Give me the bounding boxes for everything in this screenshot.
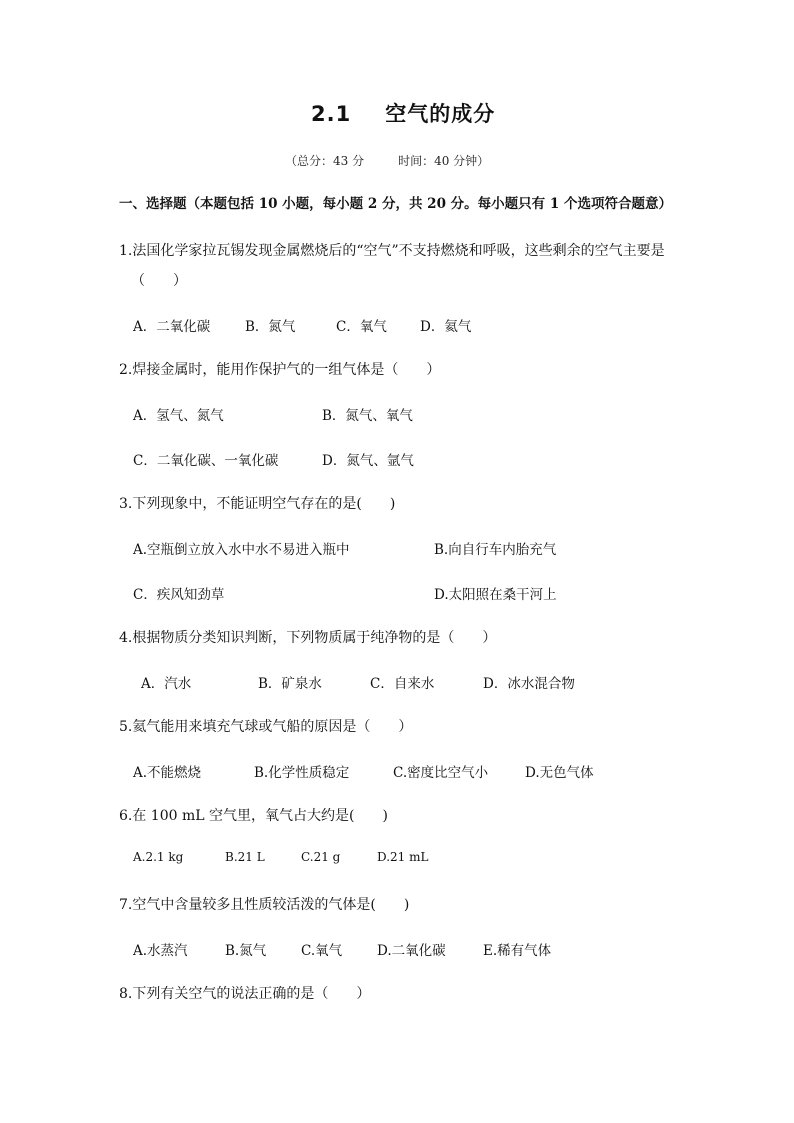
question-stem: 6.在 100 mL 空气里，氧气占大约是( ) [119,808,388,824]
time-limit: 时间：40 分钟） [398,154,490,168]
total-score: （总分：43 分 [285,154,365,168]
option: C.密度比空气小 [393,765,489,781]
question-stem: 1.法国化学家拉瓦锡发现金属燃烧后的“空气”不支持燃烧和呼吸，这些剩余的空气主要是 [119,243,665,259]
option: C．二氧化碳、一氧化碳 [133,453,279,469]
question-stem: 5.氦气能用来填充气球或气船的原因是（ ） [119,719,413,735]
option: D.二氧化碳 [377,943,446,959]
option: A.水蒸汽 [133,943,188,959]
option: C．疾风知劲草 [133,587,225,603]
option: A.空瓶倒立放入水中水不易进入瓶中 [133,542,350,558]
question-stem: 8.下列有关空气的说法正确的是（ ） [119,986,371,1002]
option: B.21 L [225,850,265,864]
option: C.21 g [301,850,341,864]
question-stem: 2.焊接金属时，能用作保护气的一组气体是（ ） [119,362,441,378]
option: A.2.1 kg [133,850,184,864]
option: D．氮气、氩气 [322,453,414,469]
option: A.不能燃烧 [133,765,202,781]
option: C．自来水 [370,676,435,692]
page-title [311,98,495,128]
option: B．氮气 [245,319,296,335]
option: D．氦气 [420,319,472,335]
option: B．氮气、氧气 [322,408,413,424]
option: D.太阳照在桑干河上 [434,587,557,603]
question-stem: 7.空气中含量较多且性质较活泼的气体是( ) [119,897,410,913]
option: D．冰水混合物 [483,676,575,692]
option: A．二氧化碳 [133,319,211,335]
option: A．汽水 [141,676,192,692]
title-text: 空气的成分 [385,102,496,126]
question-stem: 4.根据物质分类知识判断，下列物质属于纯净物的是（ ） [119,630,497,646]
option: B.化学性质稳定 [254,765,350,781]
option: D.21 mL [377,850,429,864]
question-stem-continued: （ ） [131,273,187,289]
section-number: 2.1 [311,102,352,126]
option: B.向自行车内胎充气 [434,542,557,558]
question-stem: 3.下列现象中，不能证明空气存在的是( ) [119,496,396,512]
option: C.氧气 [301,943,343,959]
option: B．矿泉水 [258,676,322,692]
exam-meta [285,152,489,169]
option: B.氮气 [225,943,267,959]
option: E.稀有气体 [483,943,552,959]
section-heading: 一、选择题（本题包括 10 小题，每小题 2 分，共 20 分。每小题只有 1 个选项符合题意） [119,196,672,212]
option: D.无色气体 [525,765,594,781]
option: C．氧气 [336,319,387,335]
option: A．氢气、氮气 [133,408,224,424]
